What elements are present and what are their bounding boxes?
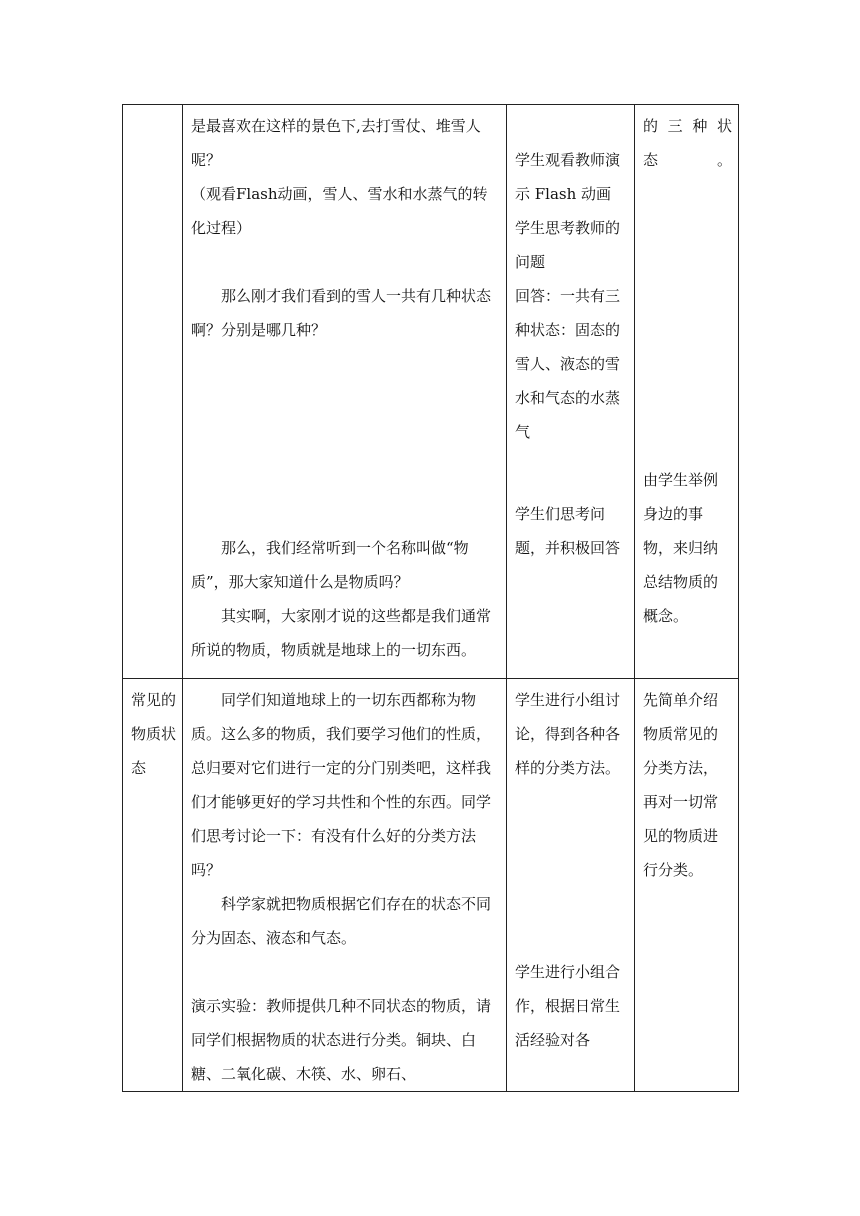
student-activity-cell: [507, 679, 635, 1092]
design-intent-cell: [635, 105, 739, 679]
student-text: 学生思考教师的问题: [515, 219, 621, 271]
teacher-question: 那么刚才我们看到的雪人一共有几种状态啊？分别是哪几种？: [191, 287, 492, 339]
teacher-activity-cell: [183, 105, 507, 679]
student-text: 回答：一共有三种状态：固态的雪人、液态的雪水和气态的水蒸气: [515, 287, 621, 441]
section-title: 常见的物质状态: [131, 691, 177, 777]
design-intent-cell: [635, 679, 739, 1092]
intent-text: 由学生举例身边的事物，来归纳总结物质的概念。: [643, 471, 719, 625]
student-text: 学生观看教师演示 Flash 动画: [515, 151, 621, 203]
student-activity-cell: [507, 105, 635, 679]
teacher-text: 演示实验：教师提供几种不同状态的物质，请同学们根据物质的状态进行分类。铜块、白糖、二氧化碳、木筷、水、卵石、: [191, 997, 492, 1083]
teacher-activity-cell: [183, 679, 507, 1092]
table-row: [123, 105, 739, 679]
student-text: 学生进行小组合作，根据日常生活经验对各: [515, 963, 621, 1049]
lesson-plan-table: [122, 104, 739, 1092]
student-text: 学生们思考问题，并积极回答: [515, 505, 621, 557]
teacher-text: 同学们知道地球上的一切东西都称为物质。这么多的物质，我们要学习他们的性质，总归要对它们进行一定的分门别类吧，这样我们才能够更好的学习共性和个性的东西。同学们思考讨论一下：有没有什么好的分类方法吗？: [191, 691, 492, 879]
intent-text: 先简单介绍物质常见的分类方法，再对一切常见的物质进行分类。: [643, 691, 719, 879]
intent-text: 的三种状态。: [643, 117, 732, 169]
teacher-text: （观看Flash动画，雪人、雪水和水蒸气的转化过程）: [191, 185, 488, 237]
section-cell: [123, 105, 183, 679]
teacher-question: 那么，我们经常听到一个名称叫做“物质”，那大家知道什么是物质吗？: [191, 539, 469, 591]
section-cell: [123, 679, 183, 1092]
student-text: 学生进行小组讨论，得到各种各样的分类方法。: [515, 691, 621, 777]
teacher-text: 其实啊，大家刚才说的这些都是我们通常所说的物质，物质就是地球上的一切东西。: [191, 607, 492, 659]
table-row: [123, 679, 739, 1092]
teacher-text: 科学家就把物质根据它们存在的状态不同分为固态、液态和气态。: [191, 895, 492, 947]
teacher-text: 是最喜欢在这样的景色下,去打雪仗、堆雪人呢？: [191, 117, 481, 169]
